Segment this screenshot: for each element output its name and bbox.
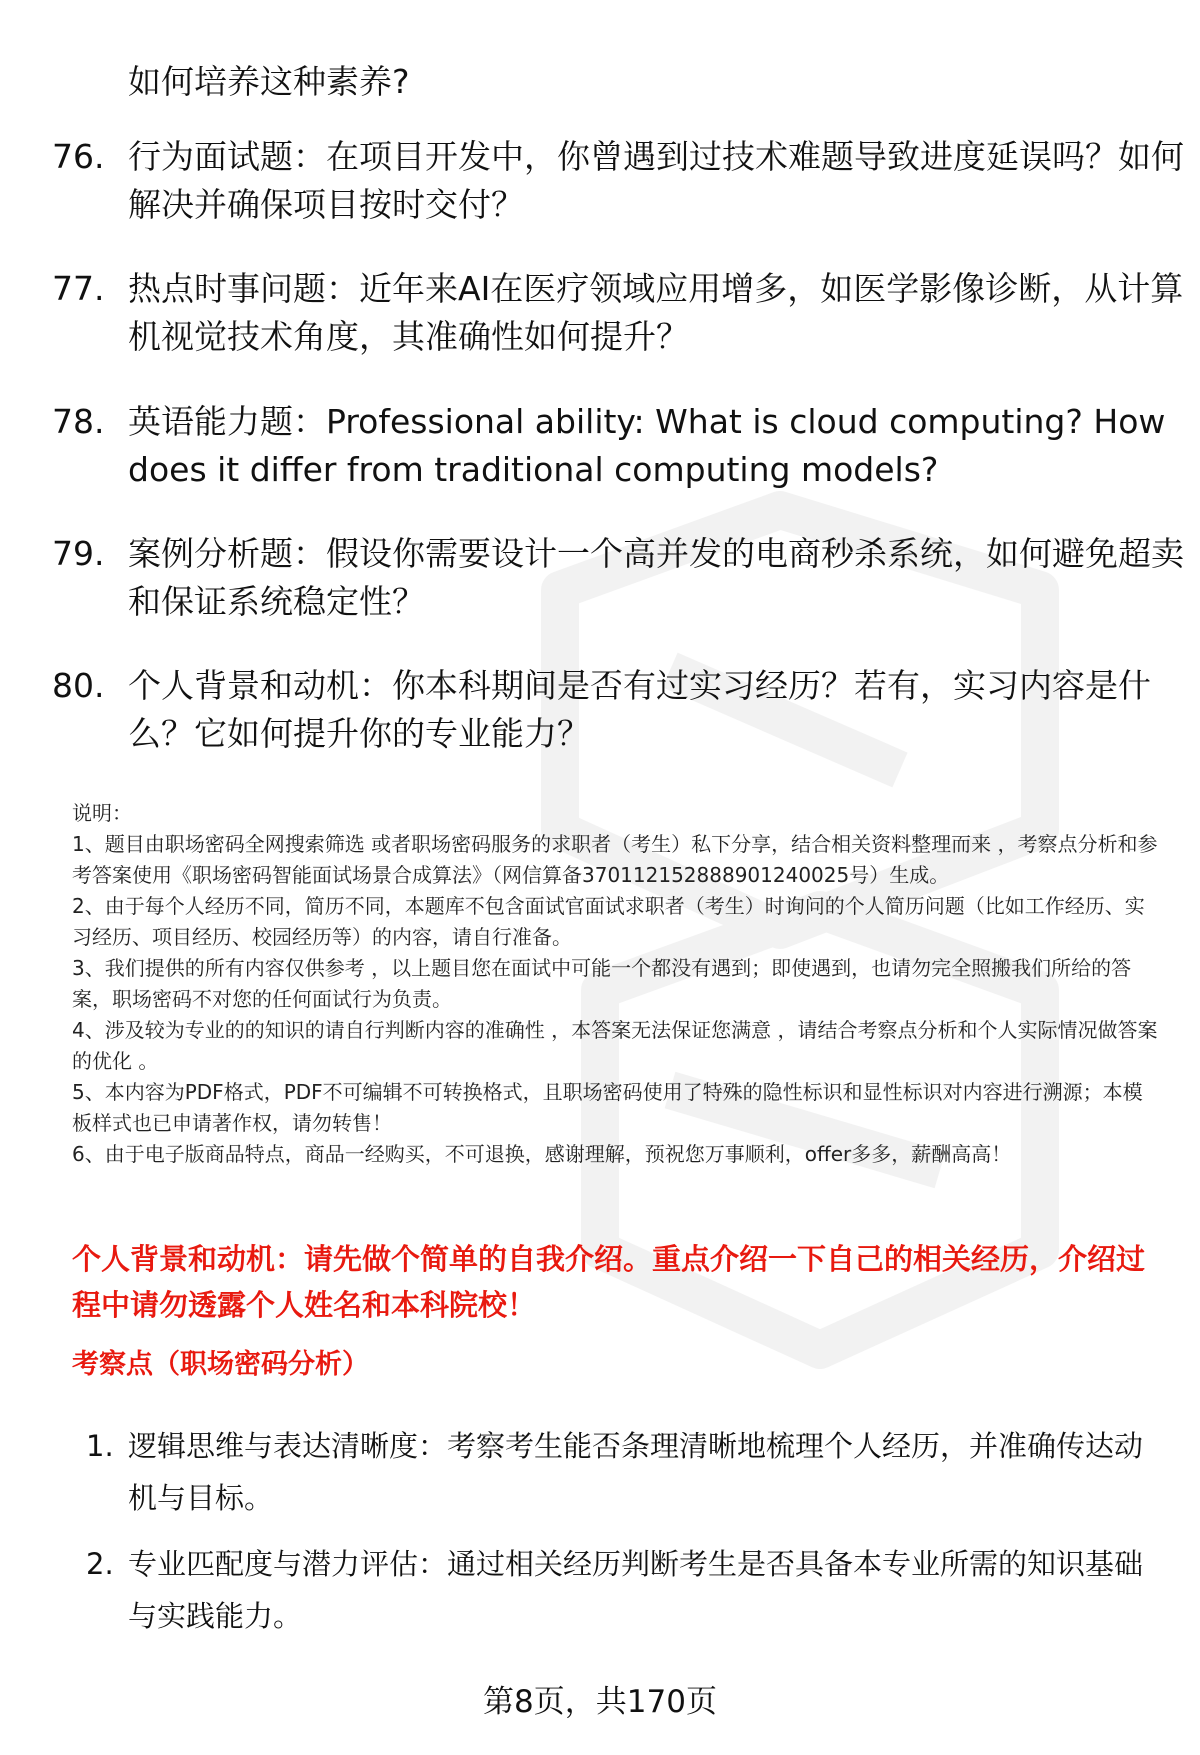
notes-section [72,798,1162,1170]
question-text: 英语能力题：Professional ability: What is cloud computing? How does it differ from traditional computing models? [128,402,1166,489]
notes-item: 4、涉及较为专业的的知识的请自行判断内容的准确性 ，本答案无法保证您满意 ，请结合考察点分析和个人实际情况做答案的优化 。 [72,1018,1158,1073]
notes-item: 3、我们提供的所有内容仅供参考 ，以上题目您在面试中可能一个都没有遇到；即使遇到，也请勿完全照搬我们所给的答案，职场密码不对您的任何面试行为负责。 [72,956,1132,1011]
question-text: 热点时事问题：近年来AI在医疗领域应用增多，如医学影像诊断，从计算机视觉技术角度，其准确性如何提升？ [128,269,1184,356]
question-number: 77. [52,269,105,308]
notes-title: 说明： [72,801,132,825]
question-number: 78. [52,402,105,441]
question-text: 个人背景和动机：你本科期间是否有过实习经历？若有，实习内容是什么？它如何提升你的专业能力？ [128,666,1151,753]
question-number: 76. [52,137,105,176]
analysis-heading: 考察点（职场密码分析） [72,1349,369,1380]
question-text: 行为面试题：在项目开发中，你曾遇到过技术难题导致进度延误吗？如何解决并确保项目按时交付？ [128,137,1184,224]
question-text: 案例分析题：假设你需要设计一个高并发的电商秒杀系统，如何避免超卖和保证系统稳定性？ [128,534,1184,621]
question-number: 79. [52,534,105,573]
page-number: 第8页，共170页 [483,1684,717,1720]
highlighted-question: 个人背景和动机：请先做个简单的自我介绍。重点介绍一下自己的相关经历，介绍过程中请勿透露个人姓名和本科院校！ [72,1242,1146,1322]
notes-item: 5、本内容为PDF格式，PDF不可编辑不可转换格式，且职场密码使用了特殊的隐性标识和显性标识对内容进行溯源；本模板样式也已申请著作权，请勿转售！ [72,1080,1143,1135]
notes-item: 6、由于电子版商品特点，商品一经购买，不可退换，感谢理解，预祝您万事顺利，offer多多，薪酬高高！ [72,1142,1012,1166]
point-number: 2. [86,1547,114,1581]
notes-item: 2、由于每个人经历不同，简历不同，本题库不包含面试官面试求职者（考生）时询问的个人简历问题（比如工作经历、实习经历、项目经历、校园经历等）的内容，请自行准备。 [72,894,1145,949]
point-text: 专业匹配度与潜力评估：通过相关经历判断考生是否具备本专业所需的知识基础与实践能力。 [128,1547,1144,1633]
point-number: 1. [86,1429,114,1463]
question-number: 80. [52,666,105,705]
point-text: 逻辑思维与表达清晰度：考察考生能否条理清晰地梳理个人经历，并准确传达动机与目标。 [128,1429,1144,1515]
question-continuation: 如何培养这种素养? [128,62,410,101]
notes-item: 1、题目由职场密码全网搜索筛选 或者职场密码服务的求职者（考生）私下分享，结合相关资料整理而来 ，考察点分析和参考答案使用《职场密码智能面试场景合成算法》（网信算备370112152888901240025号）生成。 [72,832,1158,887]
